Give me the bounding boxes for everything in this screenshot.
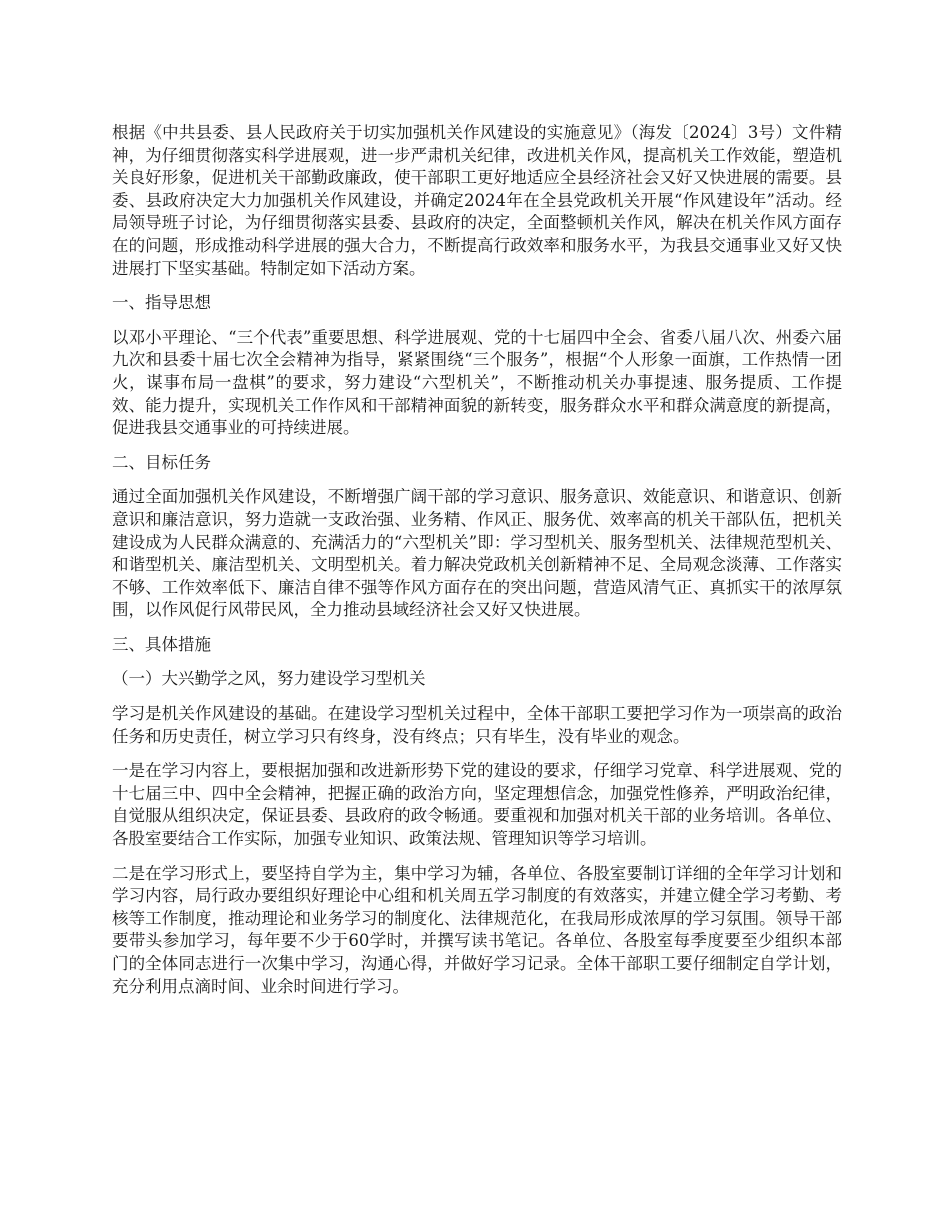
learning-content-paragraph: 一是在学习内容上，要根据加强和改进新形势下党的建设的要求，仔细学习党章、科学进展观、党的十七届三中、四中全会精神，把握正确的政治方向，坚定理想信念，加强党性修养，严明政治纪律，自觉服从组织决定，保证县委、县政府的政令畅通。要重视和加强对机关干部的业务培训。各单位、各股室要结合工作实际，加强专业知识、政策法规、管理知识等学习培训。 [112, 761, 842, 849]
learning-form-paragraph: 二是在学习形式上，要坚持自学为主，集中学习为辅，各单位、各股室要制订详细的全年学习计划和学习内容，局行政办要组织好理论中心组和机关周五学习制度的有效落实，并建立健全学习考勤、考核等工作制度，推动理论和业务学习的制度化、法律规范化，在我局形成浓厚的学习氛围。领导干部要带头参加学习，每年要不少于60学时，并撰写读书笔记。各单位、各股室每季度要至少组织本部门的全体同志进行一次集中学习，沟通心得，并做好学习记录。全体干部职工要仔细制定自学计划，充分利用点滴时间、业余时间进行学习。 [112, 863, 842, 996]
section-heading-objectives: 二、目标任务 [112, 452, 211, 472]
guiding-ideology-paragraph: 以邓小平理论、“三个代表”重要思想、科学进展观、党的十七届四中全会、省委八届八次、州委六届九次和县委十届七次全会精神为指导，紧紧围绕“三个服务”，根据“个人形象一面旗，工作热情一团火，谋事布局一盘棋”的要求，努力建设“六型机关”，不断推动机关办事提速、服务提质、工作提效、能力提升，实现机关工作作风和干部精神面貌的新转变，服务群众水平和群众满意度的新提高，促进我县交通事业的可持续进展。 [112, 327, 842, 438]
section-heading-guiding-ideology: 一、指导思想 [112, 293, 211, 313]
subsection-heading-learning: （一）大兴勤学之风，努力建设学习型机关 [112, 669, 426, 689]
objectives-paragraph: 通过全面加强机关作风建设，不断增强广阔干部的学习意识、服务意识、效能意识、和谐意识、创新意识和廉洁意识，努力造就一支政治强、业务精、作风正、服务优、效率高的机关干部队伍，把机关建设成为人民群众满意的、充满活力的“六型机关”即：学习型机关、服务型机关、法律规范型机关、和谐型机关、廉洁型机关、文明型机关。着力解决党政机关创新精神不足、全局观念淡薄、工作落实不够、工作效率低下、廉洁自律不强等作风方面存在的突出问题，营造风清气正、真抓实干的浓厚氛围，以作风促行风带民风，全力推动县域经济社会又好又快进展。 [112, 487, 842, 620]
section-heading-measures: 三、具体措施 [112, 634, 211, 654]
learning-intro-paragraph: 学习是机关作风建设的基础。在建设学习型机关过程中，全体干部职工要把学习作为一项崇高的政治任务和历史责任，树立学习只有终身，没有终点；只有毕生，没有毕业的观念。 [112, 704, 842, 746]
intro-paragraph: 根据《中共县委、县人民政府关于切实加强机关作风建设的实施意见》（海发〔2024〕3号）文件精神，为仔细贯彻落实科学进展观，进一步严肃机关纪律，改进机关作风，提高机关工作效能，塑造机关良好形象，促进机关干部勤政廉政，使干部职工更好地适应全县经济社会又好又快进展的需要。县委、县政府决定大力加强机关作风建设，并确定2024年在全县党政机关开展“作风建设年”活动。经局领导班子讨论，为仔细贯彻落实县委、县政府的决定，全面整顿机关作风，解决在机关作风方面存在的问题，形成推动科学进展的强大合力，不断提高行政效率和服务水平，为我县交通事业又好又快进展打下坚实基础。特制定如下活动方案。 [112, 123, 842, 278]
